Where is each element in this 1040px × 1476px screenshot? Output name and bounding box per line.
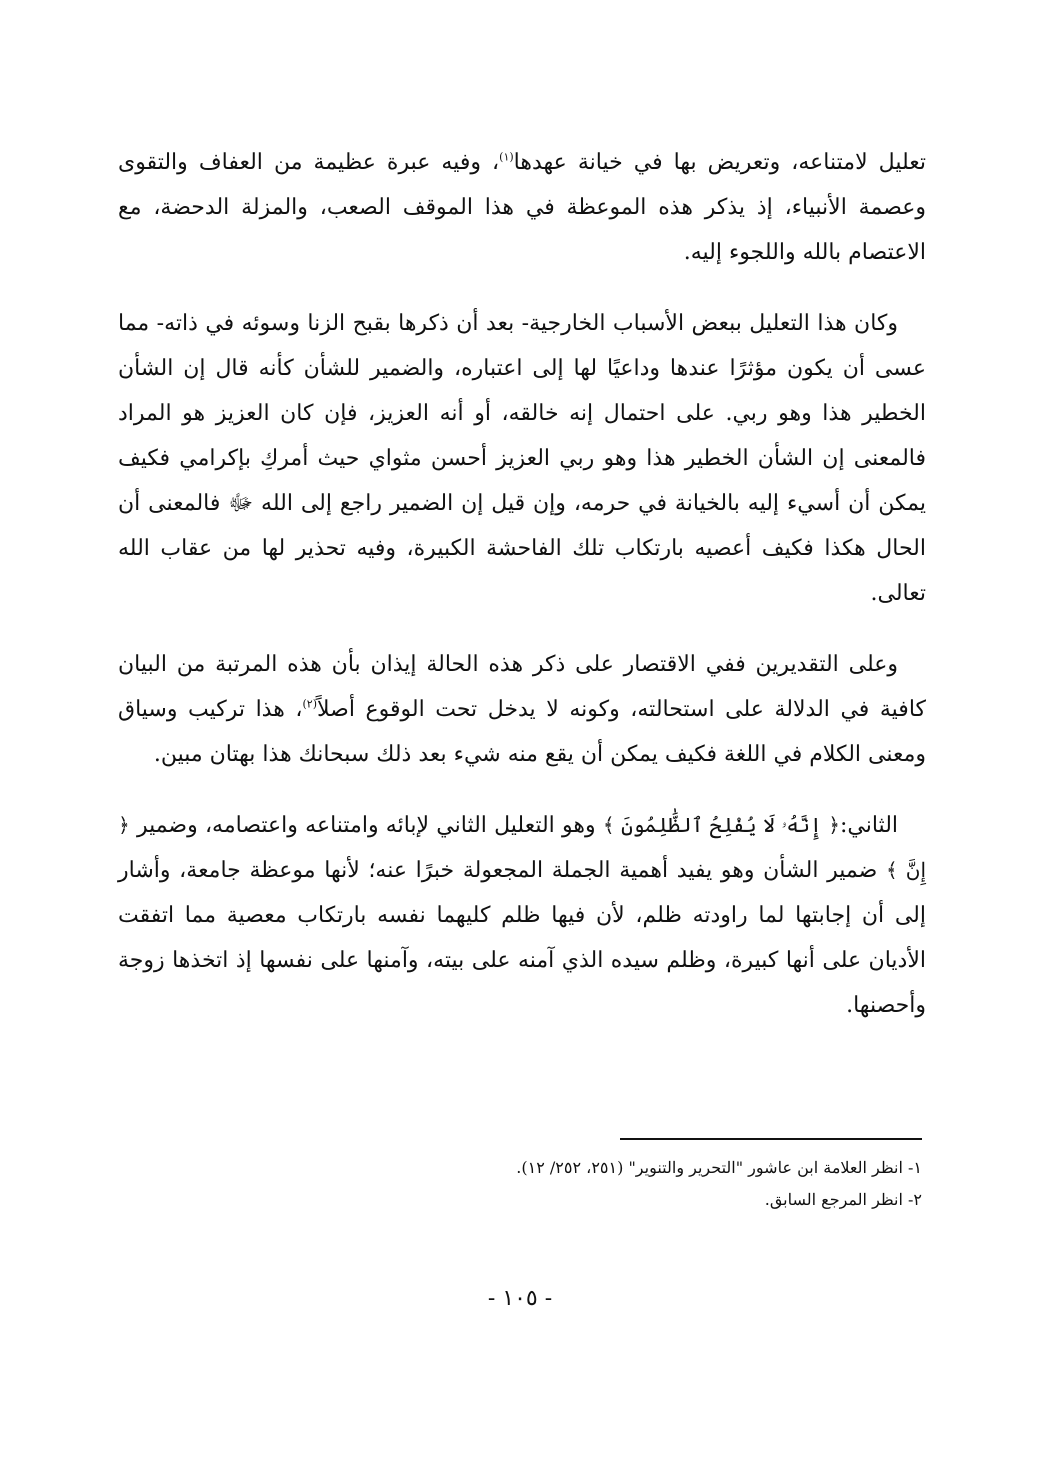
footnote-1: ١- انظر العلامة ابن عاشور "التحرير والتنوير" (٢٥١، ٢٥٢/ ١٢). xyxy=(516,1158,922,1177)
footnote-ref-1[interactable]: (١) xyxy=(499,150,514,164)
quran-verse-2: ﴿ إِنَّ ﴾ xyxy=(118,813,927,882)
paragraph-1-text-a: تعليل لامتناعه، وتعريض بها في خيانة عهدها xyxy=(513,150,926,175)
paragraph-4-text-b: وهو التعليل الثاني لإبائه وامتناعه واعتصامه، وضمير xyxy=(129,813,603,838)
footnote-ref-2[interactable]: (٢) xyxy=(302,697,318,711)
paragraph-2-text: وكان هذا التعليل ببعض الأسباب الخارجية- بعد أن ذكرها بقبح الزنا وسوئه في ذاته- مما عسى أن يكون مؤثرًا عندها وداعيًا لها إلى اعتباره، والضمير للشأن كأنه قال إن الشأن الخطير هذا وهو ربي. على احتمال إنه خالقه، أو أنه العزيز، فإن كان العزيز هو المراد فالمعنى إن الشأن الخطير هذا وهو ربي العزيز أحسن مثواي حيث أمركِ بإكرامي فكيف يمكن أن أسيء إليه بالخيانة في حرمه، وإن قيل إن الضمير راجع إلى الله ﷻ فالمعنى أن الحال هكذا فكيف أعصيه بارتكاب تلك الفاحشة الكبيرة، وفيه تحذير لها من عقاب الله تعالى. xyxy=(118,311,926,606)
footnote-2: ٢- انظر المرجع السابق. xyxy=(764,1190,922,1209)
paragraph-3 xyxy=(118,642,926,777)
paragraph-4-text-a: الثاني: xyxy=(839,813,899,838)
paragraph-2 xyxy=(118,301,926,616)
paragraph-3-text-a: وعلى التقديرين ففي الاقتصار على ذكر هذه الحالة إيذان بأن هذه المرتبة من البيان كافية في الدلالة على استحالته، وكونه لا يدخل تحت الوقوع أصلاً xyxy=(118,652,926,722)
paragraph-4 xyxy=(118,803,926,1028)
footnote-separator xyxy=(620,1138,922,1140)
paragraph-1-text-b: ، وفيه عبرة عظيمة من العفاف والتقوى وعصمة الأنبياء، إذ يذكر هذه الموعظة في هذا الموقف الصعب، والمزلة الدحضة، مع الاعتصام بالله واللجوء إليه. xyxy=(118,150,926,265)
paragraph-3-text-b: ، هذا تركيب وسياق ومعنى الكلام في اللغة فكيف يمكن أن يقع منه شيء بعد ذلك سبحانك هذا بهتان مبين. xyxy=(118,697,926,767)
paragraph-1 xyxy=(118,140,926,275)
footnotes xyxy=(114,1152,922,1216)
paragraph-4-text-c: ضمير الشأن وهو يفيد أهمية الجملة المجعولة خبرًا عنه؛ لأنها موعظة جامعة، وأشار إلى أن إجابتها لما راودته ظلم، لأن فيها ظلم كليهما نفسه بارتكاب معصية مما اتفقت الأديان على أنها كبيرة، وظلم سيده الذي آمنه على بيته، وآمنها على نفسها إذ اتخذها زوجة وأحصنها. xyxy=(118,858,926,1018)
page-number: - ١٠٥ - xyxy=(487,1286,553,1311)
page-body xyxy=(118,140,926,1054)
quran-verse-1: ﴿ إِنَّهُۥ لَا يُفْلِحُ ٱلظَّٰلِمُونَ ﴾ xyxy=(602,813,840,837)
